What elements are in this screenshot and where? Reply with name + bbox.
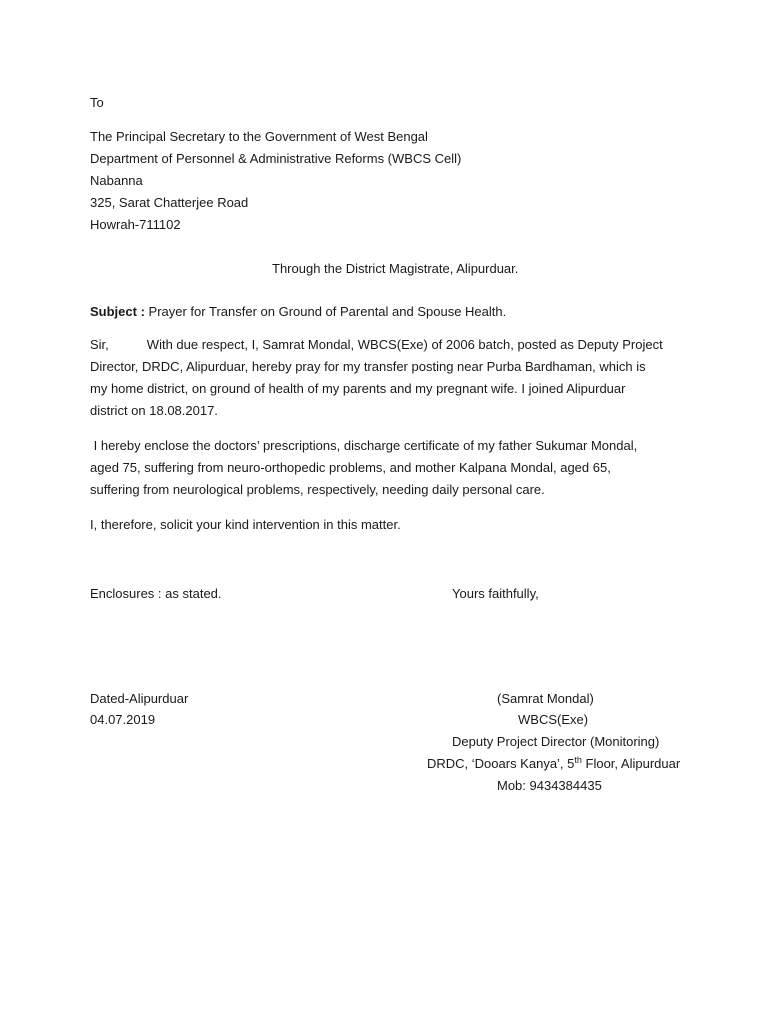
para1-line: my home district, on ground of health of my parents and my pregnant wife. I joined Alipurduar	[90, 381, 626, 396]
signatory-office	[427, 756, 680, 772]
dated-place: Dated-Alipurduar	[90, 691, 189, 706]
office-text: DRDC, ‘Dooars Kanya’, 5	[427, 756, 575, 771]
para1-line: Director, DRDC, Alipurduar, hereby pray for my transfer posting near Purba Bardhaman, which is	[90, 359, 646, 374]
address-line: Nabanna	[90, 173, 143, 188]
address-line: 325, Sarat Chatterjee Road	[90, 195, 249, 210]
para1-line: district on 18.08.2017.	[90, 403, 218, 418]
office-text: Floor, Alipurduar	[581, 756, 681, 771]
para2-line: suffering from neurological problems, respectively, needing daily personal care.	[90, 482, 545, 497]
to-label: To	[90, 95, 104, 110]
enclosures-line: Enclosures : as stated.	[90, 586, 222, 601]
salutation: Sir,	[90, 337, 109, 352]
signatory-service: WBCS(Exe)	[518, 712, 589, 727]
signatory-designation: Deputy Project Director (Monitoring)	[452, 734, 660, 749]
letter-date: 04.07.2019	[90, 712, 156, 727]
closing-line: Yours faithfully,	[452, 586, 539, 601]
para2-line: aged 75, suffering from neuro-orthopedic problems, and mother Kalpana Mondal, aged 65,	[90, 460, 611, 475]
body-paragraph-3: I, therefore, solicit your kind intervention in this matter.	[90, 517, 401, 532]
signatory-name: (Samrat Mondal)	[497, 691, 594, 706]
subject-line	[90, 304, 506, 320]
address-line: Howrah-711102	[90, 217, 181, 232]
body-paragraph-1	[90, 334, 663, 422]
para2-line: I hereby enclose the doctors’ prescriptions, discharge certificate of my father Sukumar Mondal,	[90, 438, 638, 453]
address-line: The Principal Secretary to the Government of West Bengal	[90, 129, 428, 144]
para1-line: With due respect, I, Samrat Mondal, WBCS(Exe) of 2006 batch, posted as Deputy Project	[146, 337, 663, 352]
recipient-address	[90, 126, 461, 236]
body-paragraph-2	[90, 435, 637, 501]
signatory-mobile: Mob: 9434384435	[497, 778, 602, 793]
subject-text: Prayer for Transfer on Ground of Parental and Spouse Health.	[148, 304, 507, 319]
subject-label: Subject :	[90, 304, 145, 319]
through-line: Through the District Magistrate, Alipurduar.	[272, 261, 519, 276]
address-line: Department of Personnel & Administrative Reforms (WBCS Cell)	[90, 151, 462, 166]
floor-ordinal: th	[574, 755, 582, 765]
